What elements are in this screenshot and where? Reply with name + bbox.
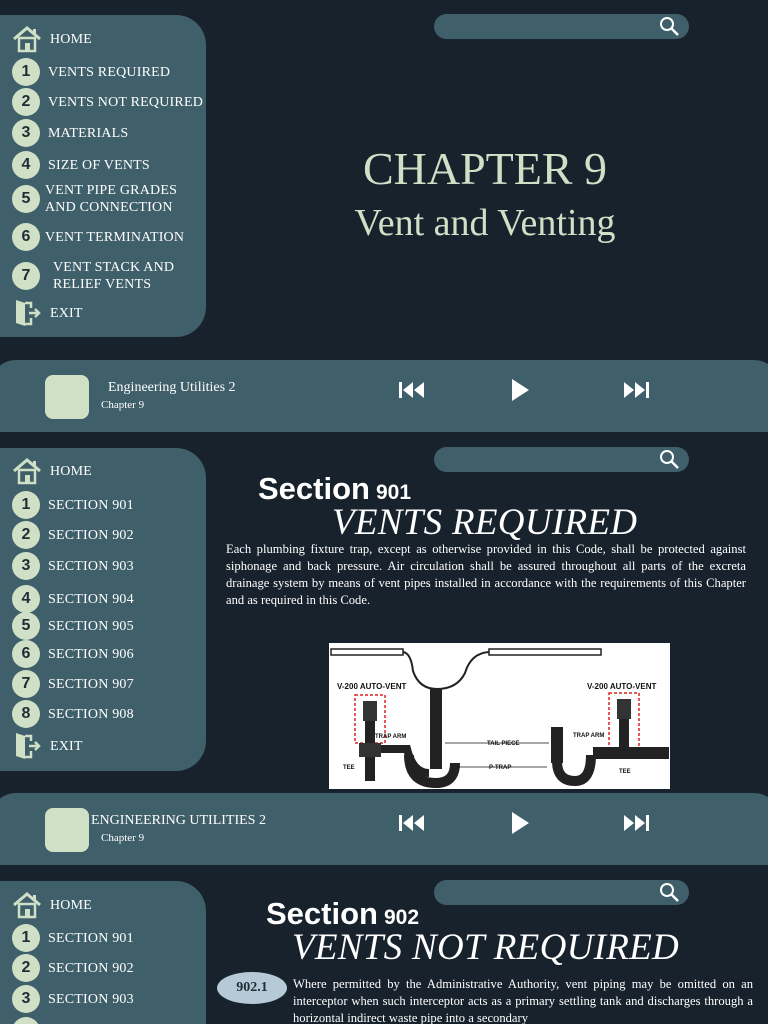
footer-course-title: Engineering Utilities 2	[108, 380, 236, 395]
tee-left-label: TEE	[343, 765, 355, 771]
skip-forward-icon	[622, 813, 650, 833]
section-paragraph: Where permitted by the Administrative Authority, vent piping may be omitted on an interceptor when such interceptor acts as a primary settling tank and discharges through a horizontal indirect waste pipe into a secondary	[293, 977, 753, 1024]
nav-section-902[interactable]	[12, 954, 134, 982]
tee-right-label: TEE	[619, 769, 631, 775]
nav-label: VENT TERMINATION	[45, 229, 185, 245]
nav-label: SECTION 903	[48, 991, 134, 1007]
nav-number: 4	[12, 151, 40, 179]
search-bar[interactable]	[434, 14, 689, 39]
nav-label: SECTION 902	[48, 960, 134, 976]
nav-label: SECTION 902	[48, 527, 134, 543]
nav-number: 1	[12, 491, 40, 519]
skip-back-icon	[398, 380, 426, 400]
play-icon	[509, 378, 531, 402]
nav-number: 1	[12, 924, 40, 952]
course-logo	[45, 375, 89, 419]
nav-label: SECTION 907	[48, 676, 134, 692]
section-title: VENTS NOT REQUIRED	[292, 927, 680, 968]
nav-number: 1	[12, 58, 40, 86]
section-word: Section	[258, 471, 370, 506]
nav-section-901[interactable]	[12, 924, 134, 952]
nav-section-905[interactable]	[12, 612, 134, 640]
nav-section-902[interactable]	[12, 521, 134, 549]
nav-label: MATERIALS	[48, 125, 129, 141]
previous-button[interactable]	[396, 377, 428, 403]
nav-section-907[interactable]	[12, 670, 134, 698]
trap-arm-left-label: TRAP ARM	[375, 734, 407, 740]
nav-number: 3	[12, 119, 40, 147]
nav-number: 8	[12, 700, 40, 728]
nav-label: SECTION 905	[48, 618, 134, 634]
right-auto-vent-label: V-200 AUTO-VENT	[587, 682, 657, 691]
player-footer	[0, 360, 768, 432]
section-number: 902	[383, 906, 420, 929]
nav-size-of-vents[interactable]	[12, 151, 150, 179]
nav-home-label: HOME	[50, 31, 93, 47]
nav-label: VENT PIPE GRADES AND CONNECTION	[45, 183, 178, 215]
home-icon	[12, 890, 42, 920]
nav-number: 5	[12, 612, 40, 640]
course-logo	[45, 808, 89, 852]
left-auto-vent-label: V-200 AUTO-VENT	[337, 682, 407, 691]
footer-course-title: ENGINEERING UTILITIES 2	[91, 813, 266, 828]
nav-number: 3	[12, 985, 40, 1013]
footer-chapter: Chapter 9	[101, 399, 145, 411]
nav-number: 2	[12, 521, 40, 549]
home-icon	[12, 24, 42, 54]
nav-label: VENTS NOT REQUIRED	[48, 94, 204, 110]
nav-number: 4	[12, 585, 40, 613]
nav-label: SECTION 901	[48, 930, 134, 946]
nav-label: SIZE OF VENTS	[48, 157, 150, 173]
nav-vents-required[interactable]	[12, 58, 170, 86]
sidebar-nav	[0, 881, 206, 1024]
nav-section-904[interactable]	[12, 585, 134, 613]
previous-button[interactable]	[396, 810, 428, 836]
skip-back-icon	[398, 813, 426, 833]
slide-section-902	[0, 866, 768, 1024]
sidebar-nav	[0, 448, 206, 771]
vent-diagram-figure	[329, 643, 670, 789]
nav-label: SECTION 901	[48, 497, 134, 513]
home-icon	[12, 456, 42, 486]
search-icon	[659, 882, 681, 909]
nav-section-903[interactable]	[12, 552, 134, 580]
nav-label: SECTION 903	[48, 558, 134, 574]
nav-home-label: HOME	[50, 897, 93, 913]
next-button[interactable]	[620, 810, 652, 836]
nav-label: SECTION 906	[48, 646, 134, 662]
nav-number: 6	[12, 640, 40, 668]
nav-home[interactable]	[12, 25, 92, 53]
search-icon	[659, 16, 681, 43]
play-button[interactable]	[504, 377, 536, 403]
nav-number: 5	[12, 185, 40, 213]
section-title: VENTS REQUIRED	[332, 502, 638, 543]
nav-number: 2	[12, 88, 40, 116]
exit-door-icon	[12, 298, 42, 328]
play-icon	[509, 811, 531, 835]
exit-door-icon	[12, 731, 42, 761]
p-trap-label: P-TRAP	[489, 765, 512, 771]
nav-home[interactable]	[12, 457, 92, 485]
nav-number: 2	[12, 954, 40, 982]
nav-label: SECTION 908	[48, 706, 134, 722]
nav-exit[interactable]	[12, 732, 83, 760]
nav-number: 6	[12, 223, 40, 251]
nav-exit-label: EXIT	[50, 738, 83, 754]
tail-piece-label: TAIL PIECE	[487, 741, 520, 747]
search-bar[interactable]	[434, 880, 689, 905]
chapter-heading: CHAPTER 9	[362, 143, 608, 194]
nav-label: SECTION 904	[48, 591, 134, 607]
nav-label: VENT STACK AND RELIEF VENTS	[53, 260, 175, 292]
nav-number: 3	[12, 552, 40, 580]
nav-vent-stack[interactable]	[12, 262, 174, 290]
player-footer	[0, 793, 768, 865]
nav-vents-not-required[interactable]	[12, 88, 203, 116]
skip-forward-icon	[622, 380, 650, 400]
nav-number: 7	[12, 262, 40, 290]
section-word: Section	[266, 896, 378, 931]
nav-section-903[interactable]	[12, 985, 134, 1013]
nav-number: 7	[12, 670, 40, 698]
slide-chapter-9	[0, 0, 768, 433]
trap-arm-right-label: TRAP ARM	[573, 733, 605, 739]
search-bar[interactable]	[434, 447, 689, 472]
nav-number	[12, 1017, 40, 1024]
nav-exit-label: EXIT	[50, 305, 83, 321]
footer-chapter: Chapter 9	[101, 832, 145, 844]
nav-home-label: HOME	[50, 463, 93, 479]
nav-vent-termination[interactable]	[12, 223, 184, 251]
chapter-subtitle: Vent and Venting	[354, 202, 616, 244]
play-button[interactable]	[504, 810, 536, 836]
nav-exit[interactable]	[12, 299, 83, 327]
section-paragraph: Each plumbing fixture trap, except as otherwise provided in this Code, shall be protected against siphonage and back pressure. Air circulation shall be assured throughout all parts of the excreta drainage system by means of vent pipes installed in accordance with the requirements of this Chapter and as required in this Code.	[226, 542, 746, 607]
nav-label: VENTS REQUIRED	[48, 64, 171, 80]
next-button[interactable]	[620, 377, 652, 403]
nav-home[interactable]	[12, 891, 92, 919]
subsection-badge: 902.1	[217, 972, 287, 1004]
nav-vent-pipe-grades[interactable]	[12, 185, 177, 213]
sidebar-nav	[0, 15, 206, 337]
section-number: 901	[375, 481, 412, 504]
nav-section-906[interactable]	[12, 640, 134, 668]
search-icon	[659, 449, 681, 476]
nav-materials[interactable]	[12, 119, 128, 147]
nav-section-901[interactable]	[12, 491, 134, 519]
nav-section-908[interactable]	[12, 700, 134, 728]
nav-section-partial[interactable]	[12, 1017, 40, 1024]
